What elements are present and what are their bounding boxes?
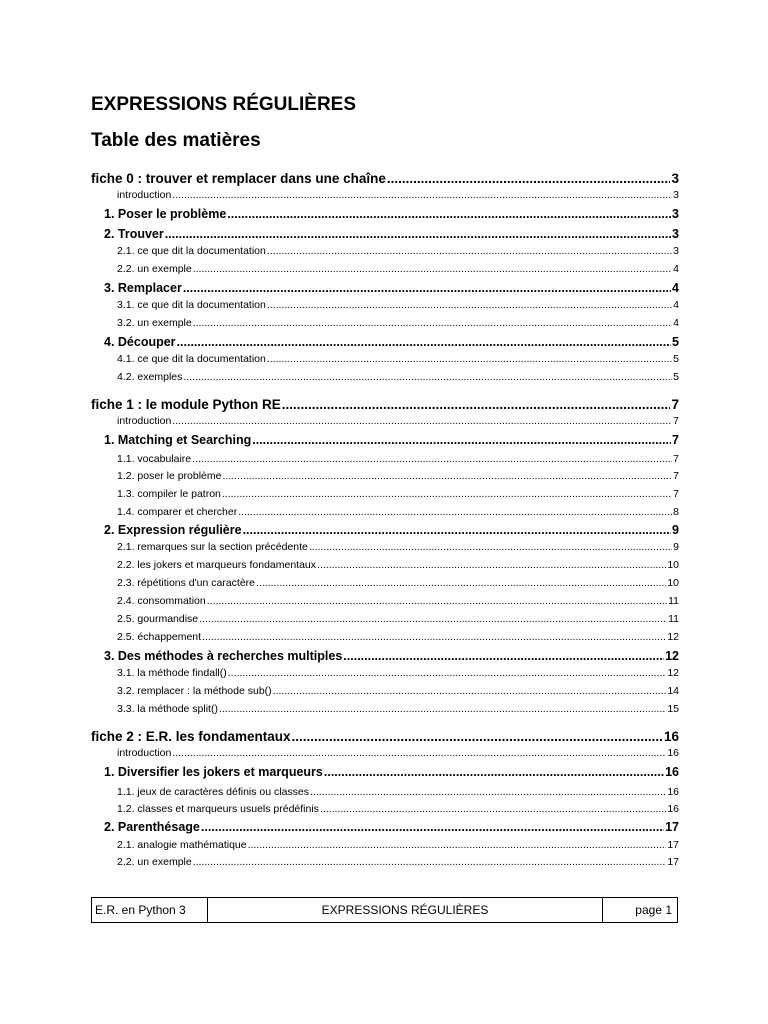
toc-dot-leader [172, 191, 672, 202]
toc-dot-leader [183, 373, 672, 384]
toc-subsection-entry[interactable] [91, 559, 679, 571]
toc-subsection-entry[interactable] [91, 803, 679, 815]
toc-dot-leader [177, 337, 671, 350]
toc-dot-leader [193, 858, 667, 869]
toc-entry-page-number: 7 [672, 433, 679, 447]
toc-entry-page-number: 3 [671, 171, 679, 186]
toc-dot-leader [267, 355, 672, 366]
toc-dot-leader [202, 633, 666, 644]
toc-entry-page-number: 12 [667, 631, 679, 643]
toc-subsection-entry[interactable] [91, 577, 679, 589]
toc-dot-leader [228, 669, 667, 680]
toc-dot-leader [267, 301, 672, 312]
toc-entry-page-number: 10 [667, 559, 679, 571]
toc-entry-page-number: 11 [668, 595, 679, 607]
toc-entry-label: 2.2. les jokers et marqueurs fondamentaux [117, 559, 317, 571]
toc-dot-leader [256, 579, 666, 590]
toc-dot-leader [292, 731, 663, 745]
toc-entry-page-number: 11 [668, 613, 679, 625]
toc-entry-page-number: 5 [672, 335, 679, 349]
toc-dot-leader [252, 435, 671, 448]
toc-entry-page-number: 8 [673, 506, 679, 518]
toc-subsection-entry[interactable] [91, 317, 679, 329]
footer-left: E.R. en Python 3 [92, 898, 208, 922]
toc-entry-label: 4. Découper [104, 335, 176, 349]
toc-entry-label: 3.2. remplacer : la méthode sub() [117, 685, 272, 697]
toc-dot-leader [243, 525, 671, 538]
toc-entry-label: 1. Diversifier les jokers et marqueurs [104, 765, 323, 779]
toc-chapter-entry[interactable] [91, 729, 679, 744]
toc-entry-label: 2.5. gourmandise [117, 613, 199, 625]
toc-dot-leader [193, 319, 672, 330]
footer-center: EXPRESSIONS RÉGULIÈRES [208, 898, 603, 922]
toc-entry-page-number: 7 [673, 488, 679, 500]
toc-entry-page-number: 5 [673, 353, 679, 365]
toc-section-entry[interactable] [91, 281, 679, 295]
toc-entry-label: 4.2. exemples [117, 371, 183, 383]
toc-entry-page-number: 7 [673, 453, 679, 465]
toc-dot-leader [238, 508, 672, 519]
toc-dot-leader [207, 597, 667, 608]
toc-section-entry[interactable] [91, 649, 679, 663]
toc-entry-page-number: 9 [672, 523, 679, 537]
toc-entry-label: 2.4. consommation [117, 595, 206, 607]
toc-dot-leader [165, 229, 671, 242]
toc-entry-page-number: 17 [667, 856, 679, 868]
toc-dot-leader [227, 209, 671, 222]
toc-entry-label: 1. Matching et Searching [104, 433, 252, 447]
toc-entry-label: 2.2. un exemple [117, 263, 192, 275]
toc-subsection-entry[interactable] [91, 371, 679, 383]
toc-entry-page-number: 4 [673, 317, 679, 329]
toc-entry-page-number: 3 [673, 189, 679, 201]
toc-entry-page-number: 4 [673, 263, 679, 275]
toc-dot-leader [219, 705, 666, 716]
toc-entry-label: 2.2. un exemple [117, 856, 192, 868]
toc-entry-label: 2. Expression régulière [104, 523, 242, 537]
toc-chapter-entry[interactable] [91, 171, 679, 186]
toc-entry-label: 3.1. la méthode findall() [117, 667, 227, 679]
page-footer [91, 897, 678, 923]
toc-dot-leader [317, 561, 666, 572]
toc-dot-leader [183, 283, 671, 296]
toc-dot-leader [343, 651, 664, 664]
toc-entry-page-number: 16 [667, 803, 679, 815]
toc-entry-label: 1.1. vocabulaire [117, 453, 192, 465]
toc-entry-page-number: 14 [667, 685, 679, 697]
toc-subsection-entry[interactable] [91, 703, 679, 715]
toc-entry-page-number: 17 [667, 839, 679, 851]
toc-entry-label: 2.3. répétitions d'un caractère [117, 577, 256, 589]
toc-entry-label: 3. Remplacer [104, 281, 182, 295]
toc-section-entry[interactable] [91, 433, 679, 447]
toc-entry-label: 1.2. classes et marqueurs usuels prédéfinis [117, 803, 319, 815]
toc-dot-leader [248, 841, 667, 852]
toc-dot-leader [324, 767, 664, 780]
toc-entry-label: fiche 2 : E.R. les fondamentaux [91, 729, 291, 744]
toc-section-entry[interactable] [91, 207, 679, 221]
toc-entry-label: 1.2. poser le problème [117, 470, 222, 482]
toc-entry-page-number: 10 [667, 577, 679, 589]
toc-entry-page-number: 12 [665, 649, 679, 663]
toc-entry-label: 2. Trouver [104, 227, 164, 241]
toc-section-entry[interactable] [91, 227, 679, 241]
toc-entry-label: 3.1. ce que dit la documentation [117, 299, 266, 311]
toc-subsection-entry[interactable] [91, 263, 679, 275]
toc-subsection-entry[interactable] [91, 839, 679, 851]
toc-subsection-entry[interactable] [91, 470, 679, 482]
toc-entry-page-number: 16 [667, 786, 679, 798]
toc-entry-label: introduction [117, 189, 172, 201]
toc-subsection-entry[interactable] [91, 353, 679, 365]
toc-heading: Table des matières [91, 130, 261, 151]
toc-entry-label: 4.1. ce que dit la documentation [117, 353, 266, 365]
toc-entry-label: 2.1. ce que dit la documentation [117, 245, 266, 257]
toc-dot-leader [267, 247, 672, 258]
toc-entry-label: 1. Poser le problème [104, 207, 227, 221]
toc-subsection-entry[interactable] [91, 595, 679, 607]
toc-dot-leader [222, 490, 672, 501]
toc-entry-label: 3.3. la méthode split() [117, 703, 218, 715]
toc-entry-label: fiche 1 : le module Python RE [91, 397, 281, 412]
toc-dot-leader [309, 543, 672, 554]
toc-subsection-entry[interactable] [91, 631, 679, 643]
toc-dot-leader [172, 749, 666, 760]
toc-dot-leader [387, 173, 671, 187]
toc-dot-leader [320, 805, 666, 816]
toc-entry-page-number: 17 [665, 820, 679, 834]
toc-entry-label: 3.2. un exemple [117, 317, 192, 329]
toc-entry-page-number: 7 [671, 397, 679, 412]
toc-subsection-entry[interactable] [91, 453, 679, 465]
toc-subsection-entry[interactable] [91, 786, 679, 798]
toc-entry-label: 2.5. échappement [117, 631, 202, 643]
toc-dot-leader [193, 265, 672, 276]
toc-entry-page-number: 4 [673, 299, 679, 311]
toc-subsection-entry[interactable] [91, 685, 679, 697]
toc-entry-page-number: 3 [673, 245, 679, 257]
toc-entry-label: 2.1. remarques sur la section précédente [117, 541, 308, 553]
toc-entry-label: 2.1. analogie mathématique [117, 839, 247, 851]
footer-page-number: page 1 [635, 903, 672, 917]
toc-subsection-entry[interactable] [91, 245, 679, 257]
toc-subsection-entry[interactable] [91, 541, 679, 553]
toc-section-entry[interactable] [91, 523, 679, 537]
toc-entry-label: 3. Des méthodes à recherches multiples [104, 649, 343, 663]
toc-entry-label: introduction [117, 747, 172, 759]
toc-entry-label: 1.1. jeux de caractères définis ou classes [117, 786, 310, 798]
toc-section-entry[interactable] [91, 820, 679, 834]
toc-entry-label: introduction [117, 415, 172, 427]
toc-entry-page-number: 7 [673, 470, 679, 482]
toc-subsection-entry[interactable] [91, 506, 679, 518]
toc-entry-page-number: 16 [663, 729, 679, 744]
toc-entry-label: 2. Parenthésage [104, 820, 200, 834]
toc-entry-page-number: 3 [672, 207, 679, 221]
toc-entry-page-number: 12 [667, 667, 679, 679]
toc-entry-label: 1.4. comparer et chercher [117, 506, 238, 518]
toc-subsection-entry[interactable] [91, 488, 679, 500]
toc-subsection-entry[interactable] [91, 613, 679, 625]
toc-subsection-entry[interactable] [91, 667, 679, 679]
toc-dot-leader [222, 472, 672, 483]
toc-subsection-entry[interactable] [91, 415, 679, 427]
toc-subsection-entry[interactable] [91, 856, 679, 868]
toc-dot-leader [273, 687, 667, 698]
toc-chapter-entry[interactable] [91, 397, 679, 412]
toc-entry-page-number: 15 [667, 703, 679, 715]
toc-dot-leader [201, 822, 664, 835]
toc-subsection-entry[interactable] [91, 747, 679, 759]
toc-dot-leader [192, 455, 672, 466]
toc-entry-page-number: 4 [672, 281, 679, 295]
toc-entry-page-number: 7 [673, 415, 679, 427]
toc-subsection-entry[interactable] [91, 189, 679, 201]
toc-entry-label: fiche 0 : trouver et remplacer dans une chaîne [91, 171, 386, 186]
toc-entry-label: 1.3. compiler le patron [117, 488, 221, 500]
toc-section-entry[interactable] [91, 765, 679, 779]
toc-section-entry[interactable] [91, 335, 679, 349]
toc-entry-page-number: 16 [665, 765, 679, 779]
toc-entry-page-number: 5 [673, 371, 679, 383]
toc-subsection-entry[interactable] [91, 299, 679, 311]
toc-dot-leader [282, 399, 671, 413]
toc-dot-leader [172, 417, 672, 428]
toc-entry-page-number: 16 [667, 747, 679, 759]
toc-dot-leader [310, 788, 666, 799]
toc-entry-page-number: 9 [673, 541, 679, 553]
document-title: EXPRESSIONS RÉGULIÈRES [91, 94, 357, 115]
toc-entry-page-number: 3 [672, 227, 679, 241]
toc-dot-leader [199, 615, 667, 626]
